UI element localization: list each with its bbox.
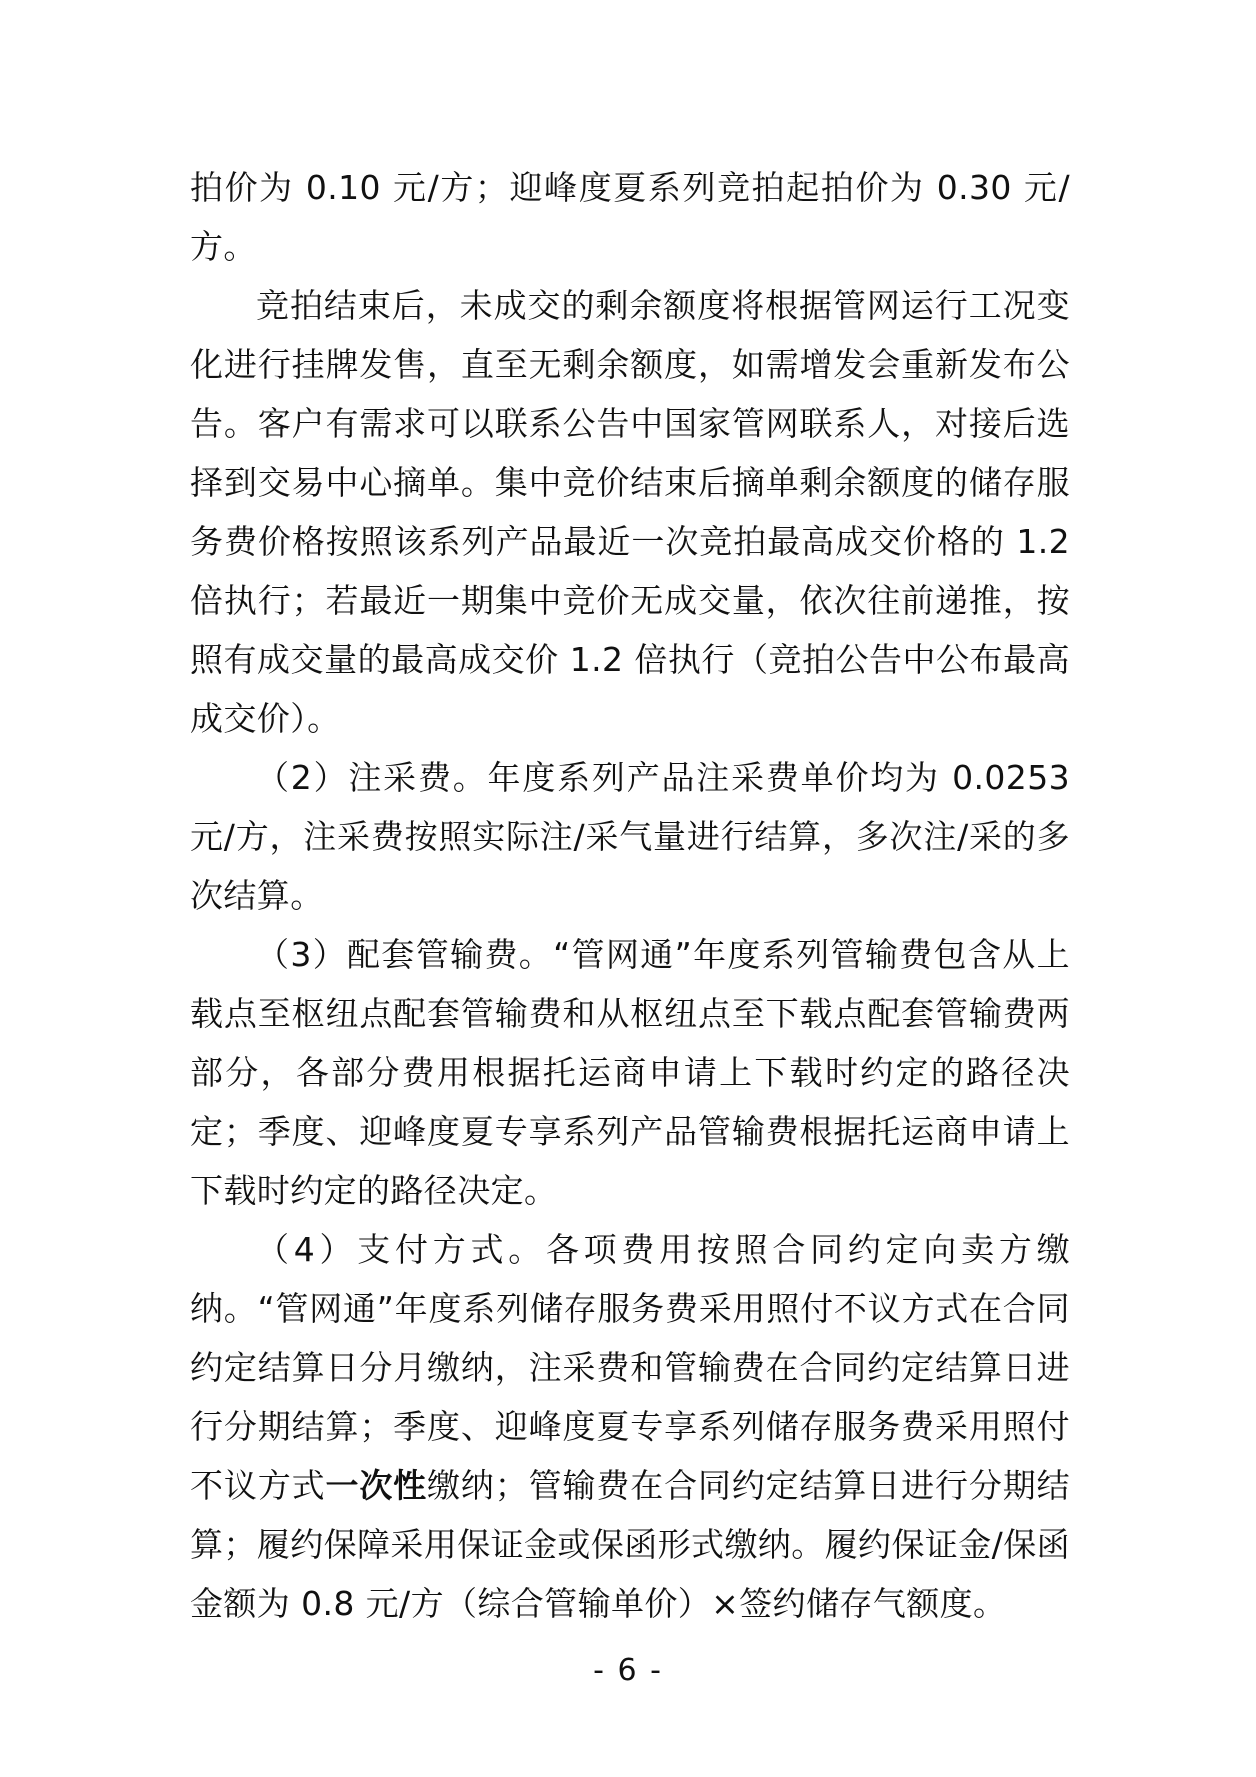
paragraph-pipeline-transport-fee: （3）配套管输费。“管网通”年度系列管输费包含从上载点至枢纽点配套管输费和从枢纽点至下载点配套管输费两部分，各部分费用根据托运商申请上下载时约定的路径决定；季度、迎峰度夏专享系列产品管输费根据托运商申请上下载时约定的路径决定。 (190, 935, 1070, 1210)
page-number: - 6 - (593, 1653, 663, 1688)
paragraph-injection-withdrawal-fee: （2）注采费。年度系列产品注采费单价均为 0.0253 元/方，注采费按照实际注/采气量进行结算，多次注/采的多次结算。 (190, 758, 1070, 915)
paragraph-payment-method (190, 1220, 1070, 1633)
paragraph-post-auction-listing: 竞拍结束后，未成交的剩余额度将根据管网运行工况变化进行挂牌发售，直至无剩余额度，如需增发会重新发布公告。客户有需求可以联系公告中国家管网联系人，对接后选择到交易中心摘单。集中竞价结束后摘单剩余额度的储存服务费价格按照该系列产品最近一次竞拍最高成交价格的 1.2 倍执行；若最近一期集中竞价无成交量，依次往前递推，按照有成交量的最高成交价 1.2 倍执行（竞拍公告中公布最高成交价）。 (190, 286, 1070, 738)
paragraph-auction-price-continued: 拍价为 0.10 元/方；迎峰度夏系列竞拍起拍价为 0.30 元/方。 (190, 168, 1070, 266)
payment-method-text-part1: （4）支付方式。各项费用按照合同约定向卖方缴纳。“管网通”年度系列储存服务费采用照付不议方式在合同约定结算日分月缴纳，注采费和管输费在合同约定结算日进行分期结算；季度、迎峰度夏专享系列储存服务费采用照付不议方式 (190, 1230, 1070, 1505)
payment-method-text-part2: 缴纳；管输费在合同约定结算日进行分期结算；履约保障采用保证金或保函形式缴纳。履约保证金/保函金额为 0.8 元/方（综合管输单价）×签约储存气额度。 (190, 1466, 1070, 1623)
document-body (190, 158, 1070, 1633)
payment-method-bold-text: 一次性 (325, 1466, 428, 1505)
